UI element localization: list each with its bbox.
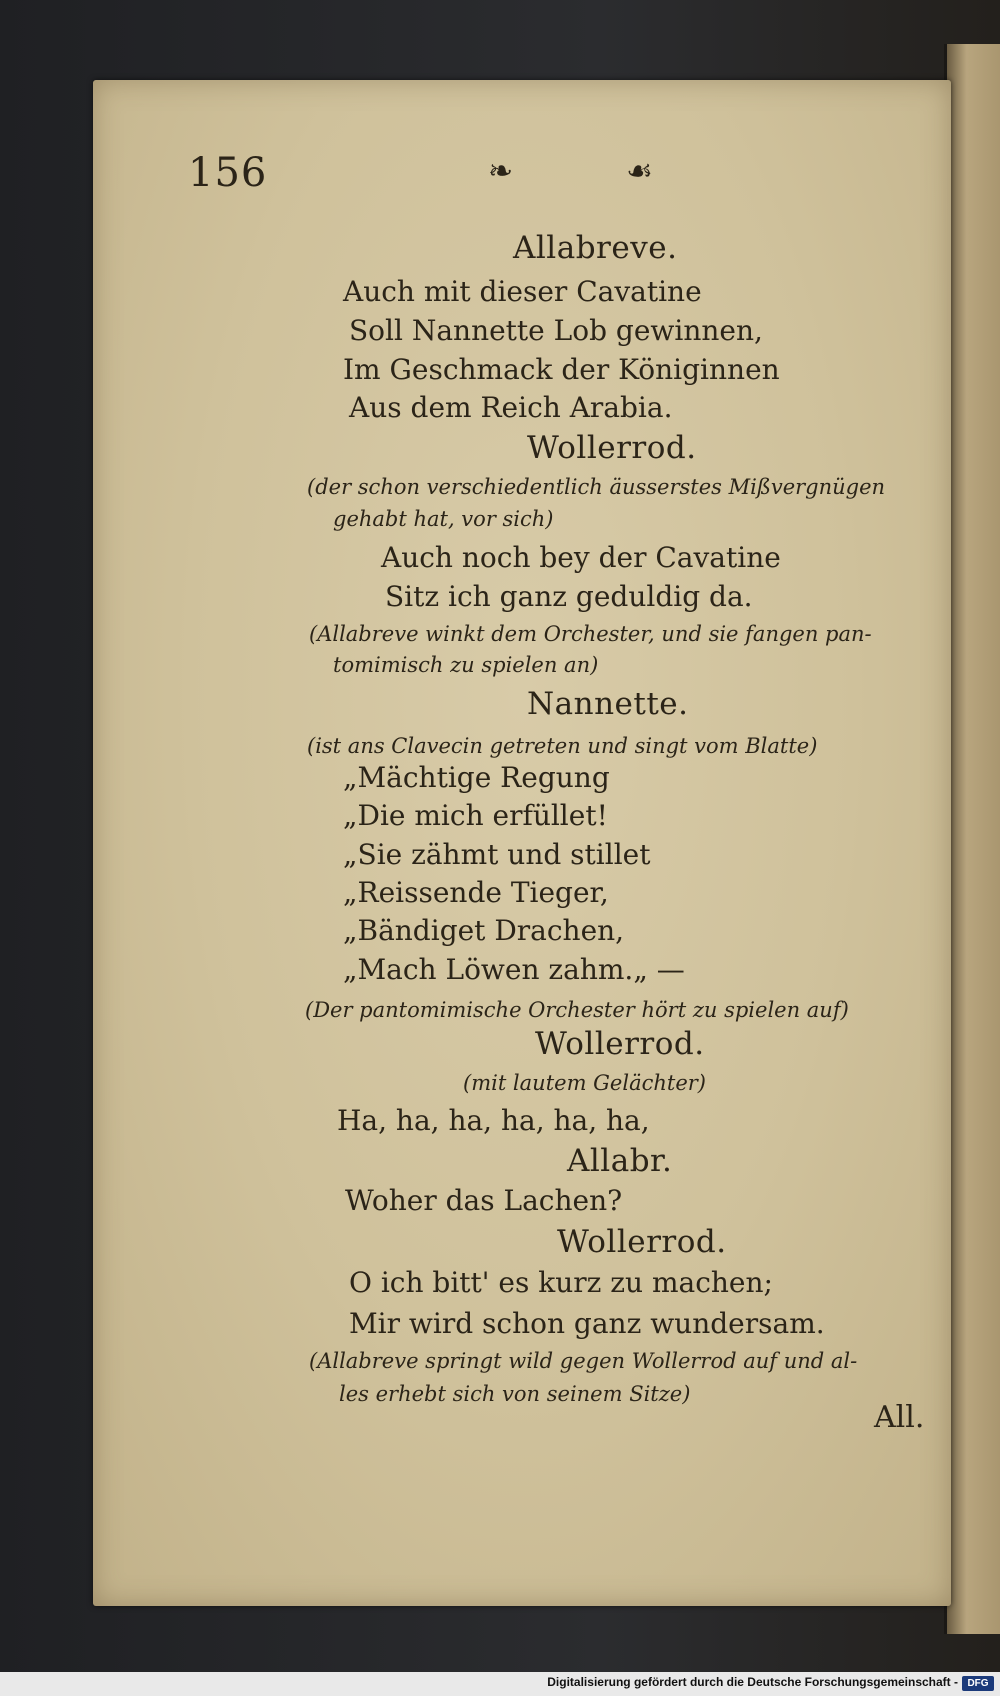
- stage-direction: gehabt hat, vor sich): [333, 507, 554, 531]
- stage-direction: (mit lautem Gelächter): [463, 1071, 706, 1095]
- verse-line: Soll Nannette Lob gewinnen,: [349, 314, 763, 347]
- verse-line: Aus dem Reich Arabia.: [349, 391, 673, 424]
- verse-line: Woher das Lachen?: [345, 1184, 623, 1217]
- funding-notice: Digitalisierung gefördert durch die Deutsche Forschungsgemeinschaft -: [547, 1675, 958, 1689]
- adjacent-page-edge: [944, 44, 1000, 1634]
- verse-line: Mir wird schon ganz wundersam.: [349, 1307, 825, 1340]
- stage-direction: tomimisch zu spielen an): [333, 653, 599, 677]
- stage-direction: (Allabreve winkt dem Orchester, und sie fangen pan-: [309, 622, 872, 646]
- verse-line: „Mach Löwen zahm.„ —: [343, 953, 685, 986]
- speaker-name: Nannette.: [527, 686, 689, 722]
- stage-direction: (Allabreve springt wild gegen Wollerrod auf und al-: [309, 1349, 858, 1373]
- stage-direction: (Der pantomimische Orchester hört zu spielen auf): [305, 998, 849, 1022]
- ornament-left-icon: ❧: [488, 154, 514, 189]
- verse-line: Auch mit dieser Cavatine: [343, 275, 702, 308]
- footer-bar: [0, 1672, 1000, 1696]
- ornament-right-icon: ☙: [626, 154, 653, 189]
- verse-line: Sitz ich ganz geduldig da.: [385, 580, 753, 613]
- verse-line: „Die mich erfüllet!: [343, 799, 608, 832]
- speaker-name: Wollerrod.: [557, 1224, 727, 1260]
- verse-line: „Bändiget Drachen,: [343, 914, 625, 947]
- dfg-logo-icon: DFG: [962, 1676, 994, 1691]
- verse-line: O ich bitt' es kurz zu machen;: [349, 1266, 773, 1299]
- verse-line: „Sie zähmt und stillet: [343, 838, 651, 871]
- speaker-name: Allabreve.: [513, 230, 678, 266]
- verse-line: Im Geschmack der Königinnen: [343, 353, 780, 386]
- speaker-name: Allabr.: [567, 1143, 673, 1179]
- verse-line: „Mächtige Regung: [343, 761, 610, 794]
- stage-direction: les erhebt sich von seinem Sitze): [339, 1382, 691, 1406]
- catchword: All.: [874, 1400, 925, 1435]
- page-number: 156: [188, 150, 268, 196]
- verse-line: „Reissende Tieger,: [343, 876, 609, 909]
- stage-direction: (der schon verschiedentlich äusserstes Mißvergnügen: [307, 475, 886, 499]
- stage-direction: (ist ans Clavecin getreten und singt vom Blatte): [307, 734, 818, 758]
- verse-line: Ha, ha, ha, ha, ha, ha,: [337, 1104, 650, 1137]
- speaker-name: Wollerrod.: [527, 430, 697, 466]
- verse-line: Auch noch bey der Cavatine: [381, 541, 781, 574]
- speaker-name: Wollerrod.: [535, 1026, 705, 1062]
